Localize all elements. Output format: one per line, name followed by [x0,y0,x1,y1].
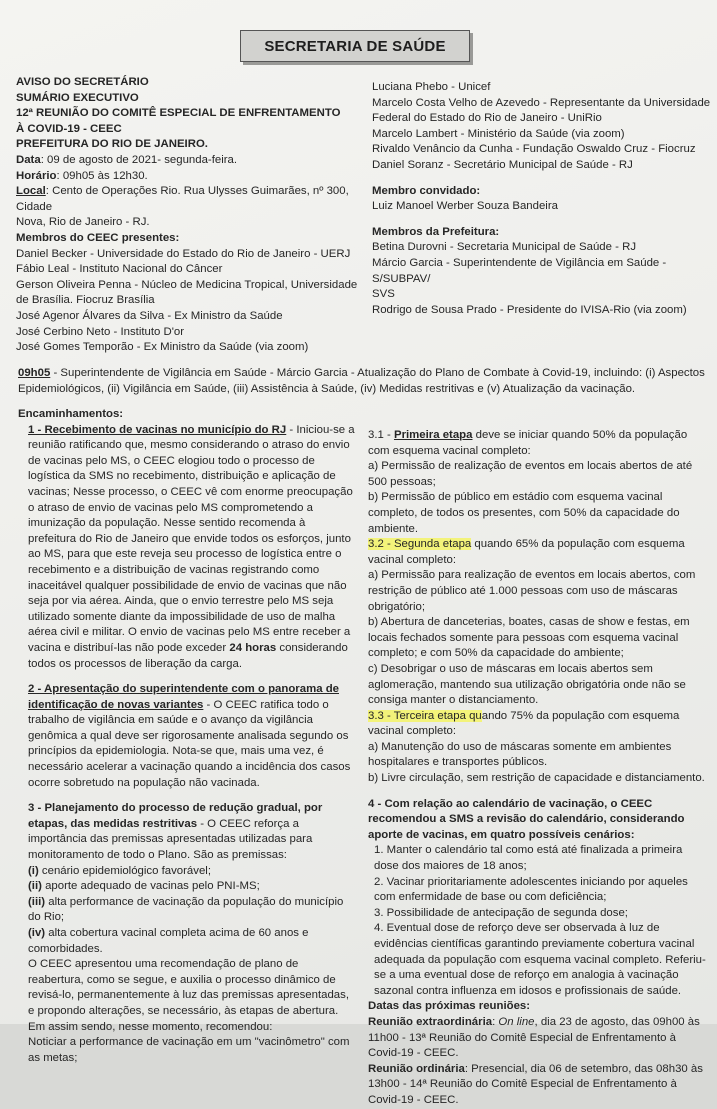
etapa-1-text: deve se iniciar quando 50% da população com esquema vacinal completo: [368,429,688,457]
etapa-1-number: 3.1 - [368,429,394,441]
member-item: Luciana Phebo - Unicef [372,81,491,93]
prefeitura-member: Márcio Garcia - Superintendente de Vigilância em Saúde - S/SUBPAV/ [372,256,667,285]
prefeitura-member: Betina Durovni - Secretaria Municipal de Saúde - RJ [372,241,637,254]
etapa-2-highlight: 3.2 - Segunda etapa [368,538,472,551]
etapa-3-highlight: 3.3 - Terceira etapa qu [368,709,482,722]
date-value: : 09 de agosto de 2021- segunda-feira. [40,153,238,166]
member-item: Rivaldo Venâncio da Cunha - Fundação Oswaldo Cruz - Fiocruz [372,143,696,156]
item-1-bold: 24 horas [229,641,277,654]
location-value-1: : Cento de Operações Rio. Rua Ulysses Guimarães, nº 300, Cidade [16,185,349,213]
etapa-2-text: quando 65% da população com esquema vacinal completo: [368,538,685,566]
item-2-title: 2 - Apresentação do superintendente com o panorama de identificação de novas variantes [28,683,339,711]
header-left-column [16,75,366,356]
item-4-entry: 3. Possibilidade de antecipação de segunda dose; [374,906,628,919]
member-item: Marcelo Lambert - Ministério da Saúde (via zoom) [372,127,625,140]
ordinary-meeting-label: Reunião ordinária [368,1062,465,1075]
header-right-column [372,80,712,318]
etapa-3 [368,709,708,740]
item-3-plan: O CEEC apresentou uma recomendação de plano de reabertura, como se segue, e auxilia o processo dinâmico de revisá-lo, permanentemente à luz das premissas apresentadas, e propondo alterações, se necessário, às etapas de abertura. Em assim sendo, nesse momento, recomendou: [28,958,350,1033]
meeting-time [16,169,366,185]
etapa-2-item: a) Permissão para realização de eventos em locais abertos, com restrição de público até 1.000 pessoas com uso de máscaras obrigatório; [368,569,696,613]
date-label: Data [16,153,41,166]
meeting-date [16,153,366,169]
item-1-text-end: considerando todos os processos de liberação da carga. [28,641,348,670]
etapa-1-item: b) Permissão de público em estádio com esquema vacinal completo, de todos os presentes, com 50% da capacidade do ambiente. [368,491,680,535]
ordinary-meeting [368,1062,708,1109]
invited-member: Luiz Manoel Werber Souza Bandeira [372,200,558,213]
member-item: Marcelo Costa Velho de Azevedo - Representante da Universidade Federal do Estado do Rio de Janeiro - UniRio [372,96,711,125]
etapa-2-item: b) Abertura de danceterias, boates, casas de show e festas, em locais fechados somente para pessoas com esquema vacinal completo; e com 50% da capacidade do ambiente; [368,616,690,660]
encaminhamentos-left-column [18,407,356,1066]
invited-heading: Membro convidado: [372,184,481,197]
item-3-last: Noticiar a performance de vacinação em um "vacinômetro" com as metas; [28,1036,350,1064]
location-label: Local [16,185,46,198]
extra-meeting: Reunião extraordinária: On line, dia 23 de agosto, das 09h00 às 11h00 - 13ª Reunião do Comitê Especial de Enfrentamento à Covid-19 - CEEC. [368,1015,700,1060]
intro-line-4: À COVID-19 - CEEC [16,122,122,135]
member-item: Daniel Soranz - Secretário Municipal de Saúde - RJ [372,158,633,171]
prefeitura-member: Rodrigo de Sousa Prado - Presidente do IVISA-Rio (via zoom) [372,303,687,316]
item-3 [18,801,356,863]
intro-line-3: 12ª REUNIÃO DO COMITÊ ESPECIAL DE ENFRENTAMENTO [16,107,341,120]
premissa-item: (i) cenário epidemiológico favorável; [28,864,211,877]
member-item: José Gomes Temporão - Ex Ministro da Saúde (via zoom) [16,341,309,354]
etapa-3-text: ando 75% da população com esquema vacinal completo: [368,709,680,738]
member-item: José Cerbino Neto - Instituto D'or [16,325,185,338]
item-1 [18,423,356,673]
extra-meeting-text: , dia 23 de agosto, das 09h00 às 11h00 - 13ª Reunião do Comitê Especial de Enfrentamento à Covid-19 - CEEC. [368,1015,700,1060]
ordinary-meeting-text: : Presencial, dia 06 de setembro, das 08h30 às 13h00 - 14ª Reunião do Comitê Especial de Enfrentamento à Covid-19 - CEEC. [368,1062,703,1106]
agenda-text: - Superintendente de Vigilância em Saúde - Márcio Garcia - Atualização do Plano de Combate à Covid-19, incluindo: (i) Aspectos Epidemiológicos, (ii) Vigilância em Saúde, (iii) Assistência à Saúde, (iv) Medidas restritivas e (v) Atualização da vacinação. [18,367,705,395]
item-3-text: - O CEEC reforça a importância das premissas apresentadas utilizadas para monitoramento de todo o Plano. São as premissas: [28,817,313,862]
intro-line-5: PREFEITURA DO RIO DE JANEIRO. [16,138,208,151]
item-1-title: 1 - Recebimento de vacinas no município do RJ [28,423,287,436]
item-4-entry: 1. Manter o calendário tal como está até finalizada a primeira dose dos maiores de 18 anos; [374,844,683,873]
etapa-2 [368,537,708,568]
premissa-item: (iii) alta performance de vacinação da população do município do Rio; [28,895,344,924]
etapa-1 [368,428,708,459]
meeting-location [16,184,366,215]
etapa-1-item: a) Permissão de realização de eventos em locais abertos de até 500 pessoas; [368,460,693,488]
item-2-text: - O CEEC ratifica todo o trabalho de vigilância em saúde e o avanço da vigilância genômica a qual deve ser rigorosamente analisada segundo os princípios da epidemiologia. Nota-se que, mais uma vez, é necessário acelerar a vacinação quando a incidência dos casos ocorre sobretudo na população não vacinada. [28,698,351,789]
etapa-1-title: Primeira etapa [393,429,473,441]
time-value: : 09h05 às 12h30. [56,169,148,182]
premissas-list [18,864,356,958]
prefeitura-member: SVS [372,288,395,301]
item-1-text: - Iniciou-se a reunião ratificando que, mesmo considerando o atraso do envio de vacinas pelo MS, o CEEC elogiou todo o processo de logística da SMS no recebimento, distribuição e aplicação de vacinas; Nesse processo, o CEEC vê com enorme preocupação o atraso de envio de vacinas pelo MS comprometendo a imunização da população. Nesse sentido recomenda à prefeitura do Rio de Janeiro que envide todos os esforços, junto ao MS, para que este reveja seu processo de logística entre o recebimento e a distribuição de vacinas registrando como inaceitável qualquer possibilidade de envio de vacinas que não seja por via aérea. Ainda, que o envio terrestre pelo MS seja utilizado somente diante da impossibilidade de uso de malha aérea civil e militar. O envio de vacinas pelo MS entre receber a vacina e distribuí-las não pode exceder [28,423,355,654]
item-2 [18,682,356,791]
encaminhamentos-heading: Encaminhamentos: [18,408,124,420]
members-heading: Membros do CEEC presentes: [16,231,180,244]
item-4-title: 4 - Com relação ao calendário de vacinação, o CEEC recomendou a SMS a revisão do calendário, considerando aporte de vacinas, em quatro possíveis cenários: [368,797,685,841]
member-item: Gerson Oliveira Penna - Núcleo de Medicina Tropical, Universidade de Brasília. Fiocruz Brasília [16,278,358,307]
time-label: Horário [16,169,57,182]
member-item: Daniel Becker - Universidade do Estado do Rio de Janeiro - UERJ [16,247,351,260]
meetings-heading: Datas das próximas reuniões: [368,1000,531,1013]
premissa-item: (ii) aporte adequado de vacinas pelo PNI-MS; [28,880,260,893]
location-value-2: Nova, Rio de Janeiro - RJ. [16,216,150,229]
member-item: Fábio Leal - Instituto Nacional do Câncer [16,263,223,276]
member-item: José Agenor Álvares da Silva - Ex Ministro da Saúde [16,309,283,322]
intro-line-2: SUMÁRIO EXECUTIVO [16,91,139,104]
extra-meeting-mode: On line [498,1015,535,1028]
agenda-time: 09h05 [18,367,51,379]
extra-meeting-label: Reunião extraordinária [368,1015,493,1028]
encaminhamentos-right-column [368,428,708,1109]
etapa-3-item: b) Livre circulação, sem restrição de capacidade e distanciamento. [368,772,705,785]
page-title [240,30,470,62]
item-4-entry: 4. Eventual dose de reforço deve ser observada à luz de evidências científicas garantindo previamente cobertura vacinal adequada da população com esquema vacinal completo. Referiu-se a uma eventual dose de reforço em analogia à vacinação sazonal contra influenza em idosos e profissionais de saúde. [374,922,706,997]
page-title-text: SECRETARIA DE SAÚDE [264,37,446,55]
intro-line-1: AVISO DO SECRETÁRIO [16,76,149,88]
etapa-3-item: a) Manutenção do uso de máscaras somente em ambientes hospitalares e transportes públicos. [368,740,672,769]
agenda-item [18,366,708,397]
item-3-title: 3 - Planejamento do processo de redução gradual, por etapas, das medidas restritivas [28,802,323,830]
premissa-item: (iv) alta cobertura vacinal completa acima de 60 anos e comorbidades. [28,927,309,955]
item-4-entry: 2. Vacinar prioritariamente adolescentes iniciando por aqueles com enfermidade de base ou com deficiência; [374,875,688,904]
etapa-2-item: c) Desobrigar o uso de máscaras em locais abertos sem aglomeração, mantendo sua utilização obrigatória onde não se consiga manter o distanciamento. [368,662,686,707]
prefeitura-heading: Membros da Prefeitura: [372,225,500,238]
